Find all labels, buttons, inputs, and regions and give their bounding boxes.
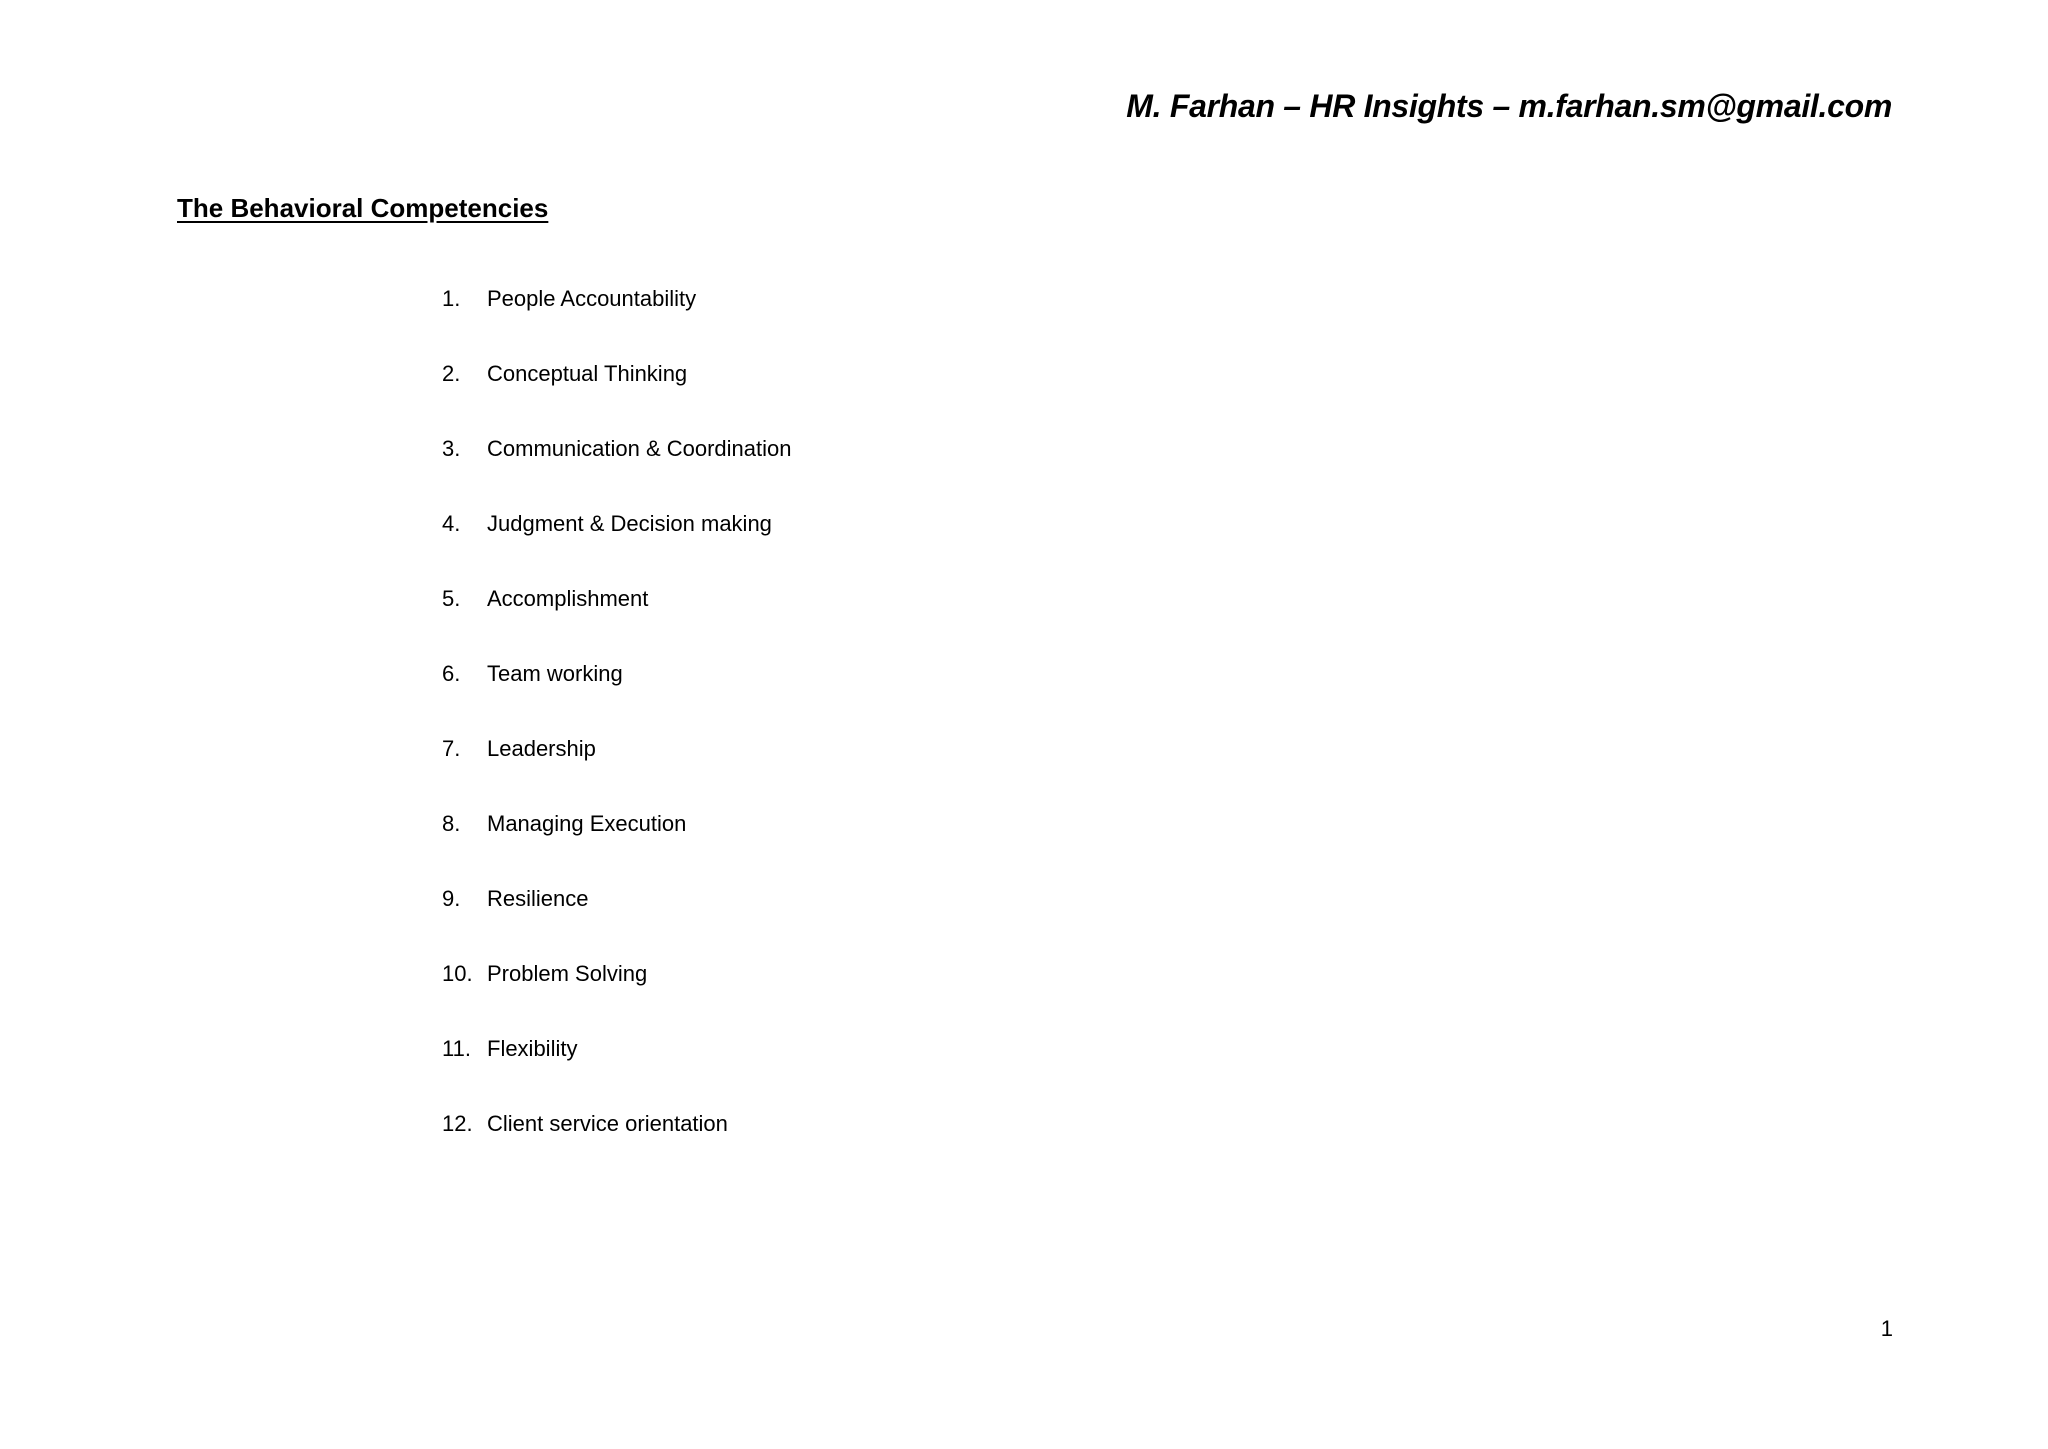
list-item [442, 436, 792, 511]
list-item [442, 361, 792, 436]
list-item [442, 661, 792, 736]
list-item-label: Flexibility [487, 1036, 578, 1061]
list-item-label: Communication & Coordination [487, 436, 792, 461]
header-author-line: M. Farhan – HR Insights – m.farhan.sm@gmail.com [1126, 88, 1892, 124]
list-item-number: 4. [442, 511, 461, 536]
list-item-label: Managing Execution [487, 811, 687, 836]
list-item-number: 6. [442, 661, 461, 686]
list-item-number: 3. [442, 436, 461, 461]
list-item-number: 9. [442, 886, 461, 911]
list-item-label: Leadership [487, 736, 596, 761]
page-number: 1 [1880, 1316, 1893, 1341]
list-item-number: 8. [442, 811, 461, 836]
list-item-label: People Accountability [487, 286, 697, 311]
list-item-label: Resilience [487, 886, 589, 911]
section-title: The Behavioral Competencies [177, 193, 549, 223]
list-item-number: 1. [442, 286, 461, 311]
list-item-label: Accomplishment [487, 586, 649, 611]
list-item-number: 10. [442, 961, 473, 986]
list-item [442, 811, 792, 886]
list-item [442, 1036, 792, 1111]
list-item [442, 1111, 792, 1186]
list-item [442, 586, 792, 661]
list-item-number: 7. [442, 736, 461, 761]
list-item [442, 961, 792, 1036]
list-item [442, 886, 792, 961]
list-item-label: Problem Solving [487, 961, 648, 986]
list-item-number: 11. [442, 1036, 471, 1061]
list-item-number: 5. [442, 586, 461, 611]
list-item-label: Client service orientation [487, 1111, 728, 1136]
list-item-number: 12. [442, 1111, 473, 1136]
list-item [442, 736, 792, 811]
list-item-label: Conceptual Thinking [487, 361, 688, 386]
list-item [442, 286, 792, 361]
list-item [442, 511, 792, 586]
competency-list [442, 286, 792, 1186]
list-item-label: Team working [487, 661, 623, 686]
list-item-number: 2. [442, 361, 461, 386]
list-item-label: Judgment & Decision making [487, 511, 772, 536]
